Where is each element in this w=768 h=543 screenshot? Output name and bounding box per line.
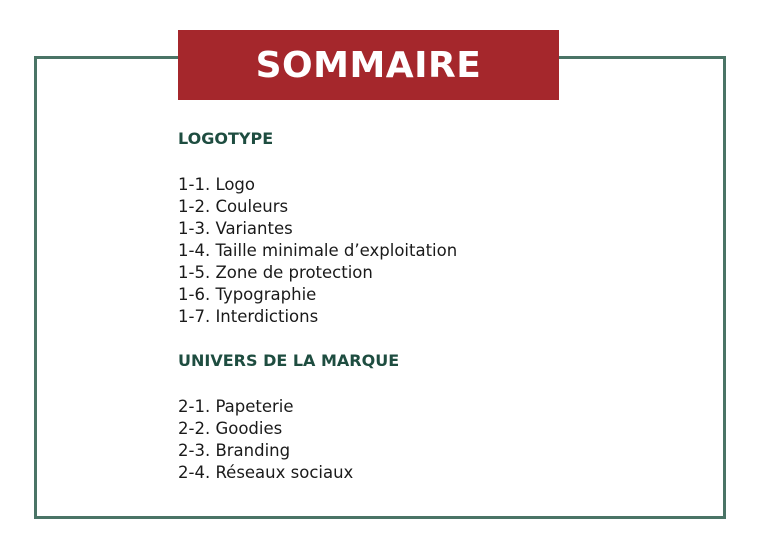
page-title: SOMMAIRE: [255, 44, 482, 86]
toc-item: 1-1. Logo: [178, 175, 256, 194]
section-heading: UNIVERS DE LA MARQUE: [178, 351, 400, 370]
section-item-list: [178, 174, 698, 328]
toc-item: 1-6. Typographie: [178, 285, 317, 304]
toc-section-logotype: [178, 128, 698, 350]
toc-item: 2-4. Réseaux sociaux: [178, 463, 354, 482]
toc-item: 1-7. Interdictions: [178, 307, 319, 326]
toc-item: 2-3. Branding: [178, 441, 291, 460]
toc-item: 2-2. Goodies: [178, 419, 283, 438]
toc-item: 2-1. Papeterie: [178, 397, 294, 416]
toc-item: 1-5. Zone de protection: [178, 263, 373, 282]
section-heading: LOGOTYPE: [178, 129, 274, 148]
toc-item: 1-2. Couleurs: [178, 197, 289, 216]
table-of-contents: [178, 128, 698, 484]
toc-item: 1-3. Variantes: [178, 219, 293, 238]
section-item-list: [178, 396, 698, 484]
toc-section-univers-de-la-marque: [178, 350, 698, 484]
title-banner: [178, 30, 559, 100]
toc-item: 1-4. Taille minimale d’exploitation: [178, 241, 458, 260]
